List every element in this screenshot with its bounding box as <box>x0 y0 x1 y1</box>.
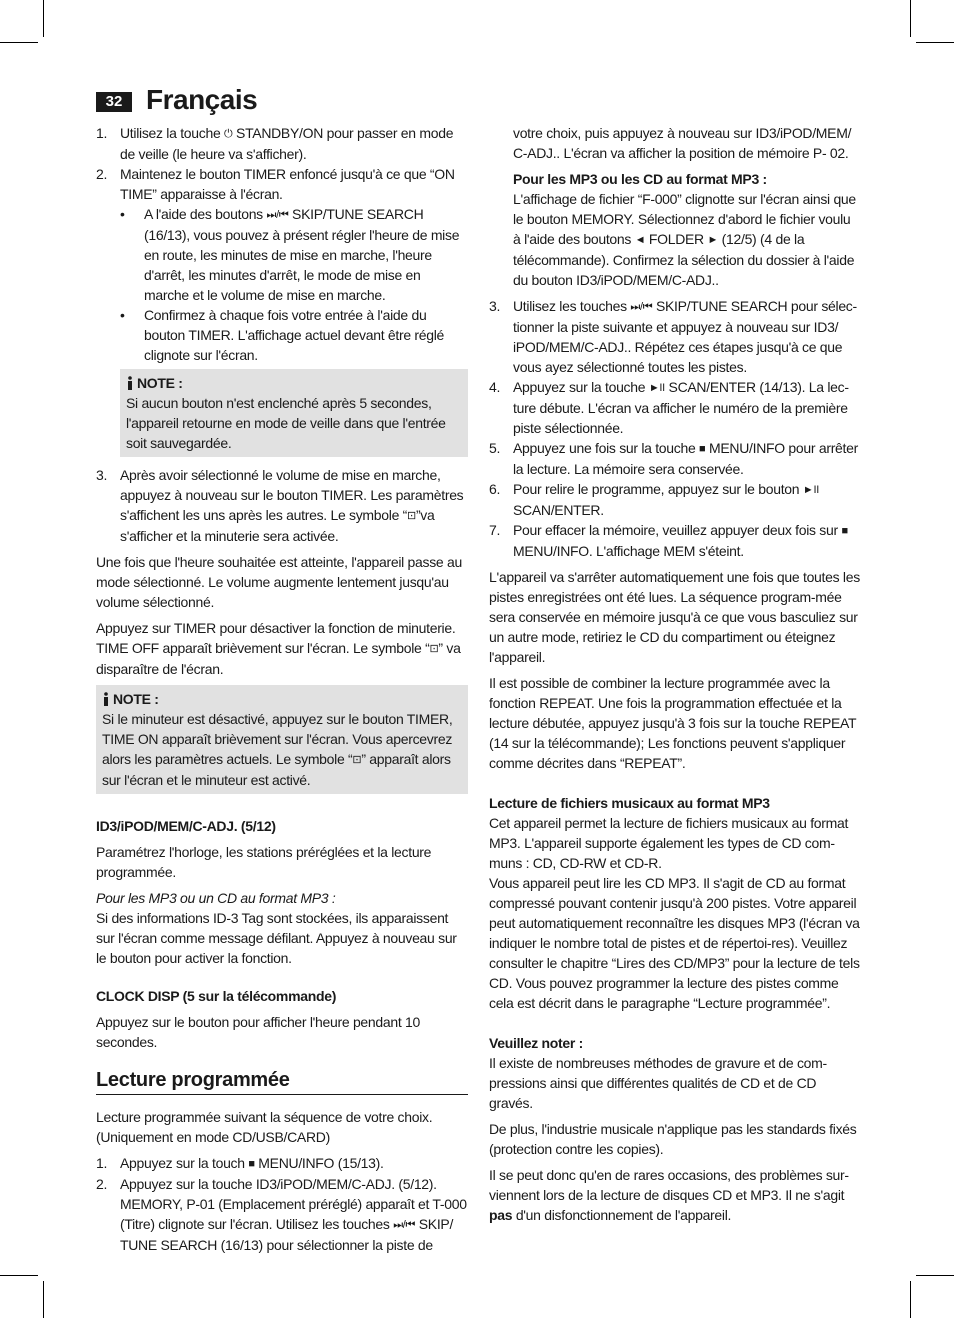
list-item <box>120 305 468 365</box>
timer-symbol-icon: ⊡ <box>352 754 362 766</box>
list-item <box>96 1174 468 1255</box>
skip-icon: ⏭/⏮ <box>630 301 653 313</box>
page-number: 32 <box>96 92 132 112</box>
crop-mark <box>0 1275 38 1276</box>
step-text: STANDBY/ON pour passer en mode de veille (le heure va s'afficher). <box>120 125 454 162</box>
paragraph: De plus, l'industrie musicale n'applique pas les standards fixés (protection contre les copies). <box>489 1121 857 1157</box>
right-column <box>489 123 861 1231</box>
paragraph: Paramétrez l'horloge, les stations préréglées et la lecture programmée. <box>96 844 432 880</box>
left-column <box>96 123 468 1255</box>
step-number: 6. <box>489 481 501 497</box>
step-text: MENU/INFO. L'affichage MEM s'éteint. <box>513 543 744 559</box>
step-text: SKIP/ TUNE SEARCH (16/13) pour sélectionner la piste de <box>120 1216 454 1253</box>
bullet-text: A l'aide des boutons <box>144 206 267 222</box>
crop-mark <box>916 1275 954 1276</box>
timer-steps-cont <box>96 465 468 546</box>
program-steps-cont <box>489 296 861 561</box>
subheading: Veuillez noter : <box>489 1035 583 1051</box>
list-item <box>489 479 861 520</box>
list-item <box>96 1153 468 1174</box>
list-item <box>489 377 861 438</box>
step-text: Maintenez le bouton TIMER enfoncé jusqu'à ce que “ON TIME” apparaisse à l'écran. <box>120 166 455 202</box>
paragraph: Il existe de nombreuses méthodes de gravure et de com-pressions ainsi que différentes qualités de CD et de CD gravés. <box>489 1055 827 1111</box>
folder-next-icon: ► <box>707 234 719 246</box>
step-text: MENU/INFO pour arrêter la lecture. La mémoire sera conservée. <box>513 440 858 477</box>
step-text: Pour effacer la mémoire, veuillez appuyer deux fois sur <box>513 522 842 538</box>
step-number: 3. <box>489 298 501 314</box>
paragraph: Il se peut donc qu'en de rares occasions, des problèmes sur-viennent lors de la lecture de disques CD et MP3. Il ne s'agit pas d'un disfonctionnement de l'appareil. <box>489 1167 849 1223</box>
bullet-list <box>120 204 468 365</box>
list-item <box>489 520 861 561</box>
step-number: 2. <box>96 1176 108 1192</box>
crop-mark <box>43 0 44 37</box>
paragraph: Cet appareil permet la lecture de fichiers musicaux au format MP3. L'appareil supporte également les types de CD com-muns : CD, CD-RW et CD-R. <box>489 815 849 871</box>
step-text: Après avoir sélectionné le volume de mise en marche, appuyez à nouveau sur le bouton TIMER. Les paramètres s'affichent les uns après les autres. Le symbole “ <box>120 467 464 523</box>
list-item <box>489 438 861 479</box>
list-item <box>96 164 468 365</box>
timer-symbol-icon: ⊡ <box>407 510 416 522</box>
bullet-icon: • <box>120 307 125 323</box>
folder-prev-icon: ◄ <box>634 234 646 246</box>
crop-mark <box>0 42 38 43</box>
paragraph: votre choix, puis appuyez à nouveau sur ID3/iPOD/MEM/ C-ADJ.. L'écran va afficher la position de mémoire P- 02. <box>513 125 852 161</box>
list-item <box>96 123 468 164</box>
info-icon <box>102 692 110 706</box>
bullet-text: SKIP/TUNE SEARCH (16/13), vous pouvez à présent régler l'heure de mise en route, les minutes de mise en marche, l'heure d'arrêt, les minutes d'arrêt, le mode de mise en marche et le volume de mise en marche. <box>144 206 460 303</box>
bullet-text: Confirmez à chaque fois votre entrée à l'aide du bouton TIMER. L'affichage actuel devant être réglé clignote sur l'écran. <box>144 307 445 363</box>
stop-icon: ■ <box>248 1158 255 1170</box>
step-text: Appuyez sur la touche <box>513 379 649 395</box>
paragraph: Si des informations ID-3 Tag sont stockées, ils apparaissent sur l'écran comme message défilant. Appuyez à nouveau sur le bouton pour activer la fonction. <box>96 910 457 966</box>
paragraph: Lecture programmée suivant la séquence de votre choix. (Uniquement en mode CD/USB/CARD) <box>96 1109 433 1145</box>
note-title: NOTE : <box>137 375 183 391</box>
step-text: Utilisez les touches <box>513 298 631 314</box>
subheading: ID3/iPOD/MEM/C-ADJ. (5/12) <box>96 818 276 834</box>
paragraph: L'appareil va s'arrêter automatiquement une fois que toutes les pistes enregistrées ont été lues. La séquence program-mée sera conservée en mémoire jusqu'à ce que vous basculiez sur un autre mode, retiriez le CD du compartiment ou éteignez l'appareil. <box>489 569 860 665</box>
subheading: Pour les MP3 ou les CD au format MP3 : <box>513 171 767 187</box>
paragraph: Vous appareil peut lire les CD MP3. Il s'agit de CD au format compressé pouvant contenir jusqu'à 200 pistes. Votre appareil peut automatiquement reconnaître les disques MP3 (l'écran va indiquer le nombre total de pistes et de répertoi-res). Veuillez consulter le chapitre “Lires des CD/MP3” pour la lecture de tels CD. Vous pouvez programmer la lecture des pistes comme cela est décrit dans le paragraphe “Lecture programmée”. <box>489 875 860 1011</box>
skip-icon: ⏭/⏮ <box>266 209 289 221</box>
crop-mark <box>43 1281 44 1318</box>
paragraph: Une fois que l'heure souhaitée est atteinte, l'appareil passe au mode sélectionné. Le volume augmente lentement jusqu'au volume sélectionné. <box>96 554 462 610</box>
step-text: SCAN/ENTER (14/13). La lec-ture débute. L'écran va afficher le numéro de la première piste sélectionnée. <box>513 379 849 436</box>
crop-mark <box>916 42 954 43</box>
stop-icon: ■ <box>841 525 848 537</box>
step-number: 4. <box>489 379 501 395</box>
subheading: CLOCK DISP (5 sur la télécommande) <box>96 988 337 1004</box>
list-item <box>120 204 468 305</box>
section-title: Lecture programmée <box>96 1070 468 1095</box>
step-text: Appuyez sur la touche ID3/iPOD/MEM/C-ADJ. (5/12). MEMORY, P-01 (Emplacement préréglé) apparaît et T-000 (Titre) clignote sur l'écran. Utilisez les touches <box>120 1176 467 1232</box>
note-text: Si aucun bouton n'est enclenché après 5 secondes, l'appareil retourne en mode de veille dans que l'entrée soit sauvegardée. <box>126 395 446 451</box>
paragraph: Appuyez sur TIMER pour désactiver la fonction de minuterie. TIME OFF apparaît brièvement sur l'écran. Le symbole “⊡” va disparaître de l'écran. <box>96 620 461 677</box>
italic-heading: Pour les MP3 ou un CD au format MP3 : <box>96 890 336 906</box>
stop-icon: ■ <box>699 443 706 455</box>
step-number: 3. <box>96 467 108 483</box>
step-text: Utilisez la touche <box>120 125 225 141</box>
paragraph: L'affichage de fichier “F-000” clignotte sur l'écran ainsi que le bouton MEMORY. Sélectionnez d'abord le fichier voulu à l'aide des boutons ◄ FOLDER ► (12/5) (4 de la télécommande). Confirmez la sélection du dossier à l'aide du bouton ID3/iPOD/MEM/C-ADJ.. <box>513 191 856 288</box>
note-box <box>96 685 468 794</box>
timer-steps <box>96 123 468 365</box>
step-text: Appuyez une fois sur la touche <box>513 440 700 456</box>
play-pause-icon: ►II <box>802 484 819 496</box>
step-text: ”va s'afficher et la minuterie sera activée. <box>120 507 435 544</box>
step-text: Pour relire le programme, appuyez sur le bouton <box>513 481 803 497</box>
bullet-icon: • <box>120 206 125 222</box>
timer-symbol-icon: ⊡ <box>429 643 439 655</box>
step-number: 1. <box>96 1155 108 1171</box>
list-item <box>489 296 861 377</box>
crop-mark <box>910 0 911 37</box>
crop-mark <box>910 1281 911 1318</box>
play-pause-icon: ►II <box>648 382 665 394</box>
step-text: SCAN/ENTER. <box>513 502 604 518</box>
page-title: Français <box>146 84 258 115</box>
note-title: NOTE : <box>113 691 159 707</box>
step-text: SKIP/TUNE SEARCH pour sélec-tionner la piste suivante et appuyez à nouveau sur ID3/ iPOD/MEM/C-ADJ.. Répétez ces étapes jusqu'à ce que vous ayez sélectionné toutes les pistes. <box>513 298 857 375</box>
subheading: Lecture de fichiers musicaux au format MP3 <box>489 795 770 811</box>
step-number: 1. <box>96 125 108 141</box>
skip-icon: ⏭/⏮ <box>393 1219 416 1231</box>
program-steps <box>96 1153 468 1255</box>
step-text: MENU/INFO (15/13). <box>254 1155 384 1171</box>
info-icon <box>126 376 134 390</box>
step-number: 2. <box>96 166 108 182</box>
note-box <box>120 369 468 457</box>
step-number: 7. <box>489 522 501 538</box>
step-number: 5. <box>489 440 501 456</box>
list-item <box>96 465 468 546</box>
note-text: Si le minuteur est désactivé, appuyez sur le bouton TIMER, TIME ON apparaît brièvement sur l'écran. Vous apercevrez alors les paramètres actuels. Le symbole “⊡” apparaît alors sur l'écran et le minuteur est activé. <box>102 711 453 788</box>
paragraph: Il est possible de combiner la lecture programmée avec la fonction REPEAT. Une fois la programmation effectuée et la lecture débutée, appuyez jusqu'à 3 fois sur la touche REPEAT (14 sur la télécommande); Les fonctions peuvent s'appliquer comme décrites dans “REPEAT”. <box>489 675 857 771</box>
paragraph: Appuyez sur le bouton pour afficher l'heure pendant 10 secondes. <box>96 1014 421 1050</box>
step-text: Appuyez sur la touch <box>120 1155 249 1171</box>
power-icon: ⏻ <box>224 128 233 140</box>
